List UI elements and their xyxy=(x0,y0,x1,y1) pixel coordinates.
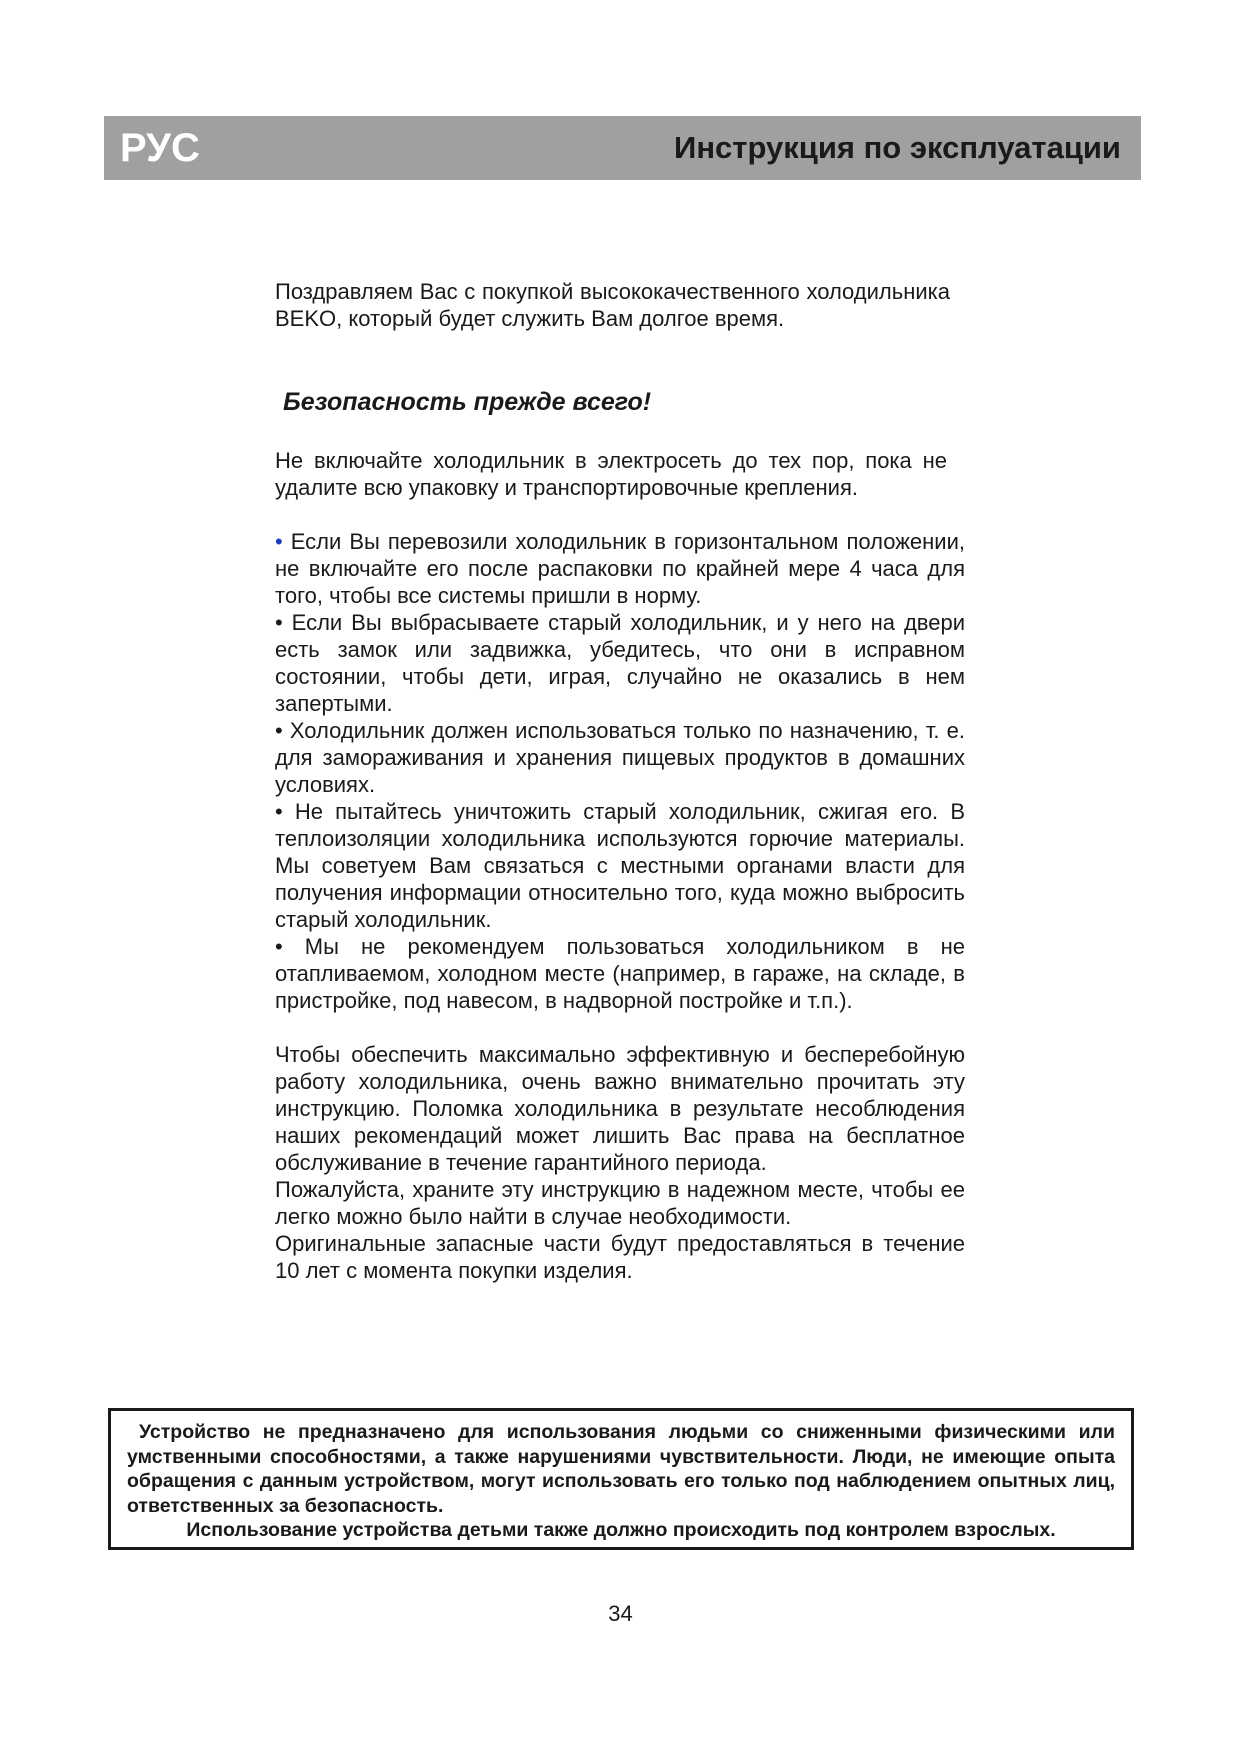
bullet-icon: • xyxy=(275,610,283,635)
bullet-icon: • xyxy=(275,718,283,743)
safety-warning: Не включайте холодильник в электросеть до тех пор, пока не удалите всю упаковку и транспортировочные крепления. xyxy=(275,448,947,500)
bullet-text: Мы не рекомендуем пользоваться холодильником в не отапливаемом, холодном месте (например, в гараже, на складе, в пристройке, под навесом, в надворной постройке и т.п.). xyxy=(275,934,965,1013)
notice-box xyxy=(108,1408,1134,1550)
notice-text: Устройство не предназначено для использования людьми со сниженными физическими или умственными способностями, а также нарушениями чувствительности. Люди, не имеющие опыта обращения с данным устройством, могут использовать его только под наблюдением опытных лиц, ответственных за безопасность. xyxy=(127,1421,1115,1517)
bullet-item xyxy=(275,528,965,609)
notice-text: Использование устройства детьми также должно происходить под контролем взрослых. xyxy=(186,1519,1056,1541)
bullet-item xyxy=(275,717,965,798)
bullet-text: Если Вы перевозили холодильник в горизонтальном положении, не включайте его после распаковки по крайней мере 4 часа для того, чтобы все системы пришли в норму. xyxy=(275,529,965,608)
bullet-text: Не пытайтесь уничтожить старый холодильник, сжигая его. В теплоизоляции холодильника используются горючие материалы. Мы советуем Вам связаться с местными органами власти для получения информации относительно того, куда можно выбросить старый холодильник. xyxy=(275,799,965,932)
closing-paragraph: Оригинальные запасные части будут предоставляться в течение 10 лет с момента покупки изделия. xyxy=(275,1231,965,1283)
safety-heading: Безопасность прежде всего! xyxy=(283,388,652,416)
closing-paragraph: Пожалуйста, храните эту инструкцию в надежном месте, чтобы ее легко можно было найти в случае необходимости. xyxy=(275,1177,965,1229)
bullet-icon: • xyxy=(275,799,283,824)
language-label: РУС xyxy=(120,126,200,170)
intro-paragraph: Поздравляем Вас с покупкой высококачественного холодильника BEKO, который будет служить Вам долгое время. xyxy=(275,279,950,331)
bullet-item xyxy=(275,798,965,933)
bullet-icon: • xyxy=(275,529,283,554)
closing-paragraph: Чтобы обеспечить максимально эффективную и бесперебойную работу холодильника, очень важно внимательно прочитать эту инструкцию. Поломка холодильника в результате несоблюдения наших рекомендаций может лишить Вас права на бесплатное обслуживание в течение гарантийного периода. xyxy=(275,1042,965,1175)
bullet-text: Если Вы выбрасываете старый холодильник, и у него на двери есть замок или задвижка, убедитесь, что они в исправном состоянии, чтобы дети, играя, случайно не оказались в нем запертыми. xyxy=(275,610,965,716)
main-content xyxy=(275,278,965,1284)
bullet-icon: • xyxy=(275,934,283,959)
bullet-item xyxy=(275,609,965,717)
header-bar xyxy=(104,116,1141,180)
page-number: 34 xyxy=(608,1601,633,1626)
bullet-text: Холодильник должен использоваться только по назначению, т. е. для замораживания и хранения пищевых продуктов в домашних условиях. xyxy=(275,718,965,797)
bullet-item xyxy=(275,933,965,1014)
page-title: Инструкция по эксплуатации xyxy=(674,130,1121,165)
